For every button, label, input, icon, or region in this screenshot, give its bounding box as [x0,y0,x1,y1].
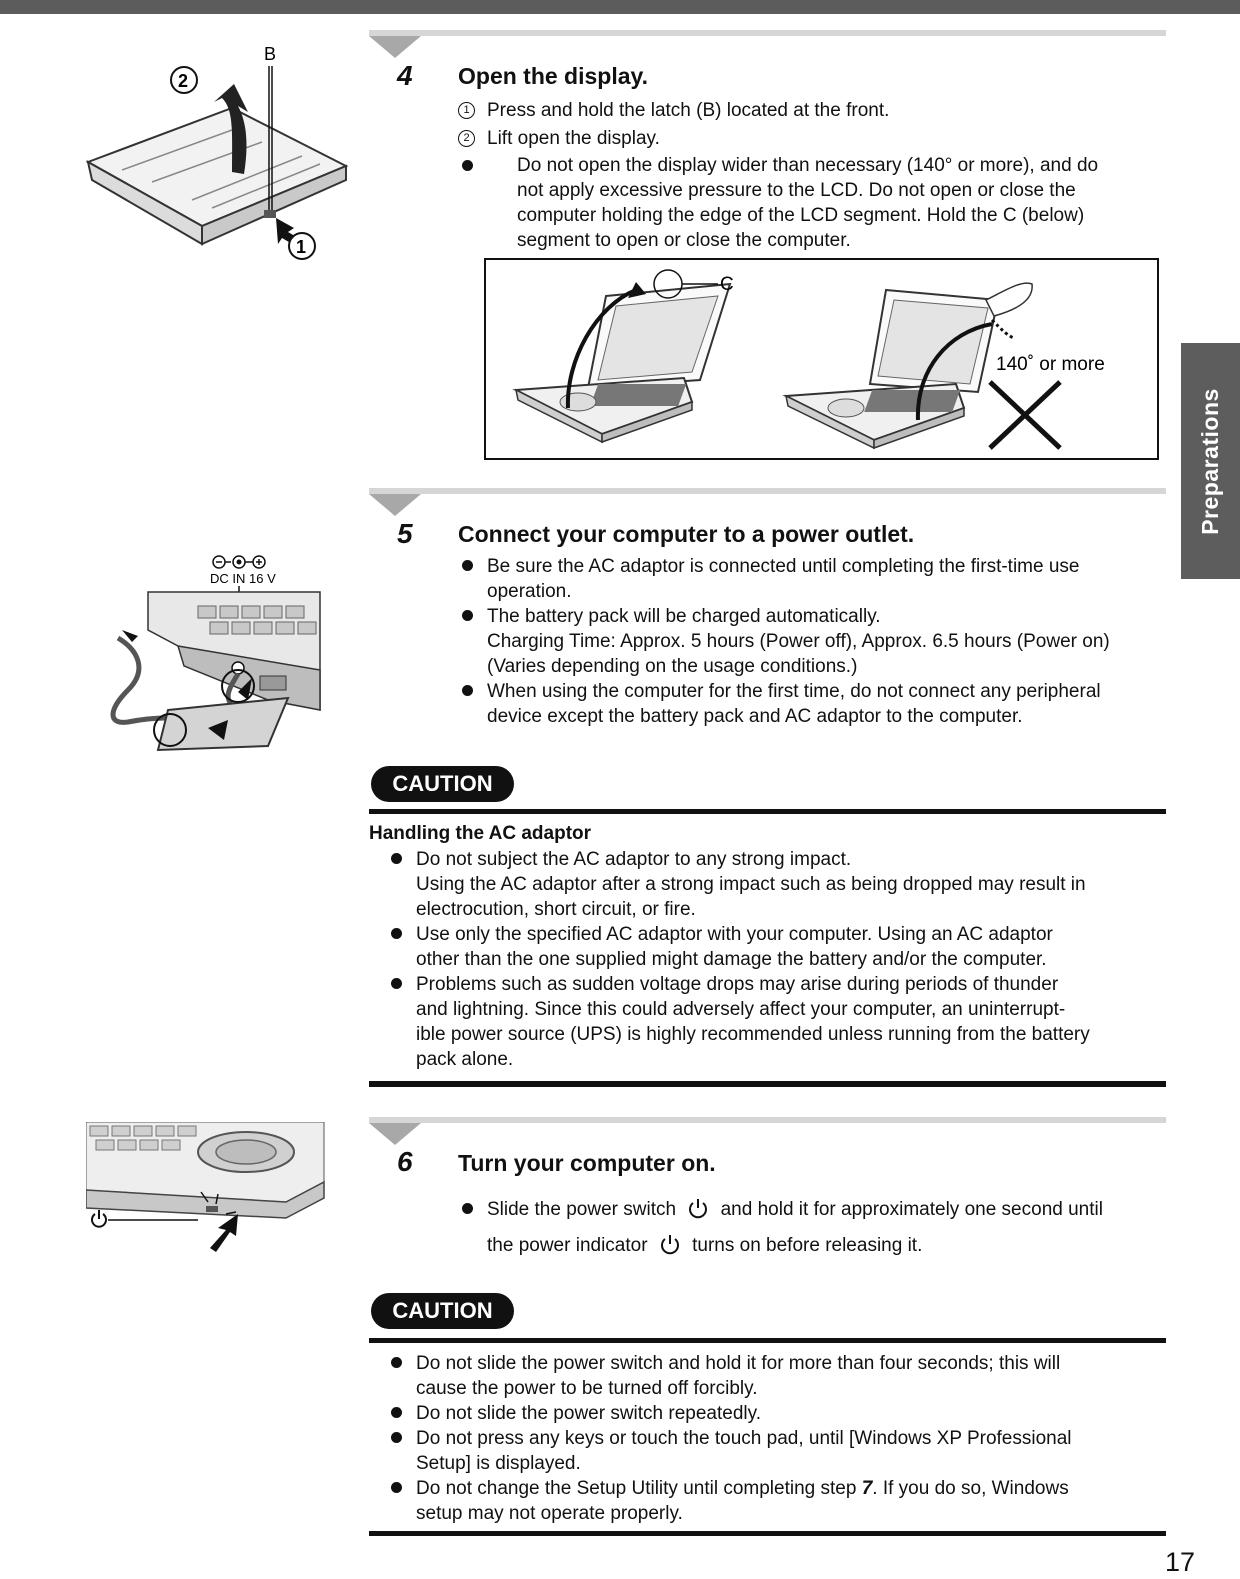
label-140: 140˚ or more [996,354,1105,375]
caution1-bullet1-dot [391,853,402,864]
step6-line1-b: and hold it for approximately one second until [720,1199,1103,1220]
step6-line2 [487,1233,922,1258]
caution1-bottom-rule [369,1081,1166,1087]
section-tab-preparations[interactable] [1181,343,1240,579]
display-angle-drawing [486,260,1157,458]
step6-title: Turn your computer on. [458,1150,716,1176]
step7-ref: 7 [861,1478,873,1499]
step4-sub1: Press and hold the latch (B) located at the front. [487,100,890,121]
caution-badge: CAUTION [371,766,514,802]
step4-sub1-mark: 1 [458,102,475,119]
step4-sub2: Lift open the display. [487,128,660,149]
step6-bullet-dot [462,1203,473,1214]
step6-line2-a: the power indicator [487,1235,648,1256]
caution2-top-rule [369,1338,1166,1343]
display-angle-figure [484,258,1159,460]
step5-bullet2: The battery pack will be charged automatically. Charging Time: Approx. 5 hours (Power off), Approx. 6.5 hours (Power on) (Varies depending on the usage conditions.) [487,606,1110,677]
caution2-bullet1-dot [391,1357,402,1368]
step4-note-bullet [462,160,473,171]
step4-note: Do not open the display wider than necessary (140° or more), and do not apply excessive pressure to the LCD. Do not open or close the computer holding the edge of the LCD segment. Hold the C (below) segment to open or close the computer. [517,155,1099,251]
step6-marker [369,1123,421,1145]
step4-rule [369,30,1166,36]
step5-title: Connect your computer to a power outlet. [458,521,915,547]
caution1-top-rule [369,809,1166,814]
step6-line2-b: turns on before releasing it. [692,1235,923,1256]
caution1-bullet1: Do not subject the AC adaptor to any strong impact. Using the AC adaptor after a strong impact such as being dropped may result in electrocution, short circuit, or fire. [416,849,1086,920]
power-switch-icon [687,1197,709,1219]
section-tab-label: Preparations [1197,387,1224,535]
caution1-bullet2: Use only the specified AC adaptor with your computer. Using an AC adaptor other than the one supplied might damage the battery and/or the computer. [416,924,1053,970]
step5-bullet2-dot [462,610,473,621]
open-display-illustration [82,40,352,270]
step4-sub2-mark: 2 [458,130,475,147]
caution2-bullet2-dot [391,1407,402,1418]
caution2-bullet3: Do not press any keys or touch the touch pad, until [Windows XP Professional Setup] is displayed. [416,1428,1072,1474]
caution1-bullet2-dot [391,928,402,939]
ac-adaptor-illustration [88,550,328,755]
fig-mark-2: 2 [178,71,189,91]
step6-number: 6 [397,1146,413,1177]
step6-line1-a: Slide the power switch [487,1199,677,1220]
step6-rule [369,1117,1166,1123]
caution1-bullet3-dot [391,978,402,989]
fig-mark-1: 1 [296,237,307,257]
power-switch-illustration [86,1122,326,1262]
step4-marker [369,36,421,58]
caution1-bullet3: Problems such as sudden voltage drops may arise during periods of thunder and lightning. Since this could adversely affect your computer, an uninterrupt- ible power source (UPS) is highly recommended unless running from the battery pack alone. [416,974,1090,1070]
step5-bullet3-dot [462,685,473,696]
step5-bullet3: When using the computer for the first time, do not connect any peripheral device except the battery pack and AC adaptor to the computer. [487,681,1101,727]
label-b: B [264,44,277,64]
step4-number: 4 [397,60,413,91]
caution-badge-2: CAUTION [371,1293,514,1329]
label-c: C [720,274,734,295]
caution2-bullet3-dot [391,1432,402,1443]
power-indicator-icon [659,1233,681,1255]
step6-line1 [487,1197,1103,1222]
step5-marker [369,494,421,516]
label-dc-in: DC IN 16 V [210,571,276,586]
step5-bullet1: Be sure the AC adaptor is connected until completing the first-time use operation. [487,556,1080,602]
caution2-bullet4: Do not change the Setup Utility until completing step 7. If you do so, Windows setup may not operate properly. [416,1478,1069,1524]
caution2-bullet4-dot [391,1482,402,1493]
step4-title: Open the display. [458,63,648,89]
step5-rule [369,488,1166,494]
caution1-heading: Handling the AC adaptor [369,823,592,844]
caution2-bullet2: Do not slide the power switch repeatedly. [416,1403,761,1424]
page-number: 17 [1165,1547,1196,1577]
step5-number: 5 [397,518,413,549]
step5-bullet1-dot [462,560,473,571]
top-bar [0,0,1240,14]
caution2-bullet1: Do not slide the power switch and hold it for more than four seconds; this will cause the power to be turned off forcibly. [416,1353,1061,1399]
caution2-bottom-rule [369,1531,1166,1536]
